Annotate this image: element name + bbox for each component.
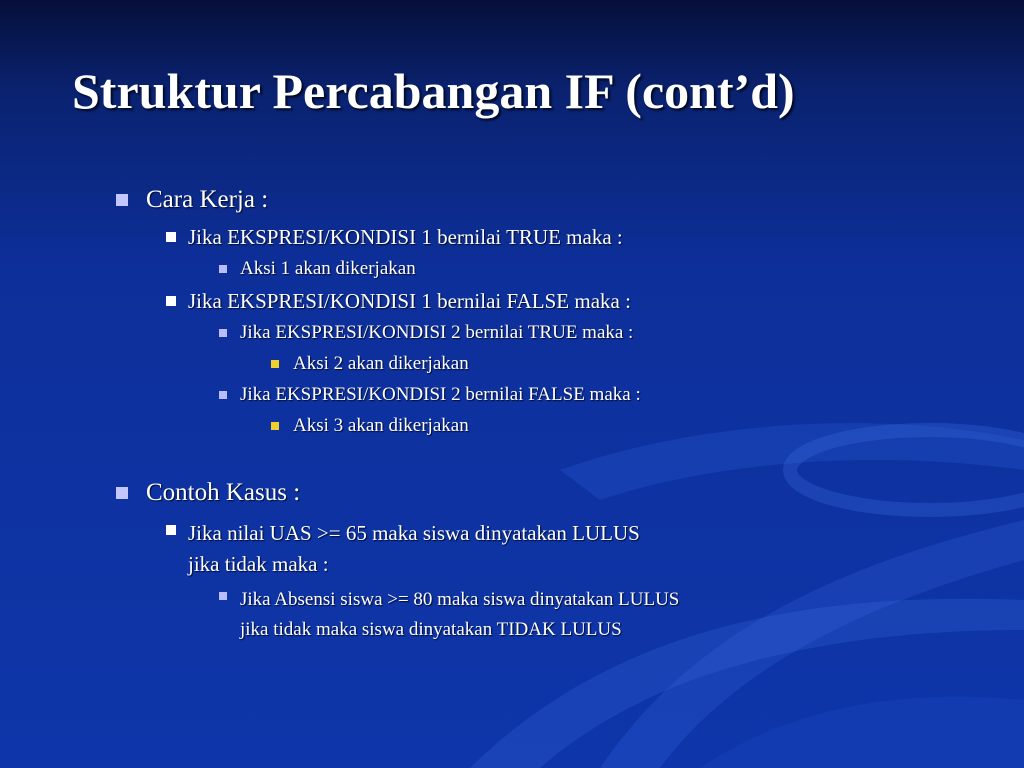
square-bullet-icon bbox=[116, 487, 128, 499]
list-item-text: Jika EKSPRESI/KONDISI 2 bernilai FALSE maka : bbox=[240, 384, 641, 405]
square-bullet-icon bbox=[116, 194, 128, 206]
list-item-text: Jika Absensi siswa >= 80 maka siswa dinyatakan LULUS bbox=[240, 589, 680, 610]
list-item-text: Aksi 3 akan dikerjakan bbox=[293, 415, 469, 436]
list-item-aksi1 bbox=[240, 258, 416, 280]
list-item-kondisi2-true bbox=[240, 322, 633, 344]
list-item-text-continued: jika tidak maka : bbox=[188, 552, 329, 576]
list-item-text: Jika EKSPRESI/KONDISI 1 bernilai FALSE maka : bbox=[188, 289, 631, 313]
list-item-kondisi1-false bbox=[188, 289, 631, 314]
slide-title: Struktur Percabangan IF (cont’d) bbox=[72, 63, 795, 119]
list-item-cara-kerja bbox=[146, 186, 268, 214]
list-item-aksi2 bbox=[293, 353, 469, 375]
list-item-text: Cara Kerja : bbox=[146, 186, 269, 213]
list-item-text: Jika nilai UAS >= 65 maka siswa dinyatakan LULUS bbox=[188, 521, 640, 545]
list-item-contoh-kasus bbox=[146, 479, 300, 507]
list-item-kondisi2-false bbox=[240, 384, 641, 406]
list-item-text: Contoh Kasus : bbox=[146, 479, 301, 506]
list-item-text: Aksi 2 akan dikerjakan bbox=[293, 353, 469, 374]
list-item-kondisi1-true bbox=[188, 225, 623, 250]
square-bullet-icon bbox=[219, 329, 227, 337]
list-item-text: Jika EKSPRESI/KONDISI 2 bernilai TRUE maka : bbox=[240, 322, 634, 343]
list-item-text-continued: jika tidak maka siswa dinyatakan TIDAK LULUS bbox=[240, 619, 622, 640]
square-bullet-icon bbox=[166, 525, 176, 535]
square-bullet-icon bbox=[166, 232, 176, 242]
square-bullet-icon bbox=[271, 360, 279, 368]
square-bullet-icon bbox=[166, 296, 176, 306]
square-bullet-icon bbox=[271, 422, 279, 430]
list-item-text: Aksi 1 akan dikerjakan bbox=[240, 258, 416, 279]
list-item-aksi3 bbox=[293, 415, 469, 437]
list-item-absensi bbox=[240, 585, 679, 645]
square-bullet-icon bbox=[219, 391, 227, 399]
list-item-uas bbox=[188, 518, 640, 580]
list-item-text: Jika EKSPRESI/KONDISI 1 bernilai TRUE maka : bbox=[188, 225, 623, 249]
square-bullet-icon bbox=[219, 592, 227, 600]
square-bullet-icon bbox=[219, 265, 227, 273]
